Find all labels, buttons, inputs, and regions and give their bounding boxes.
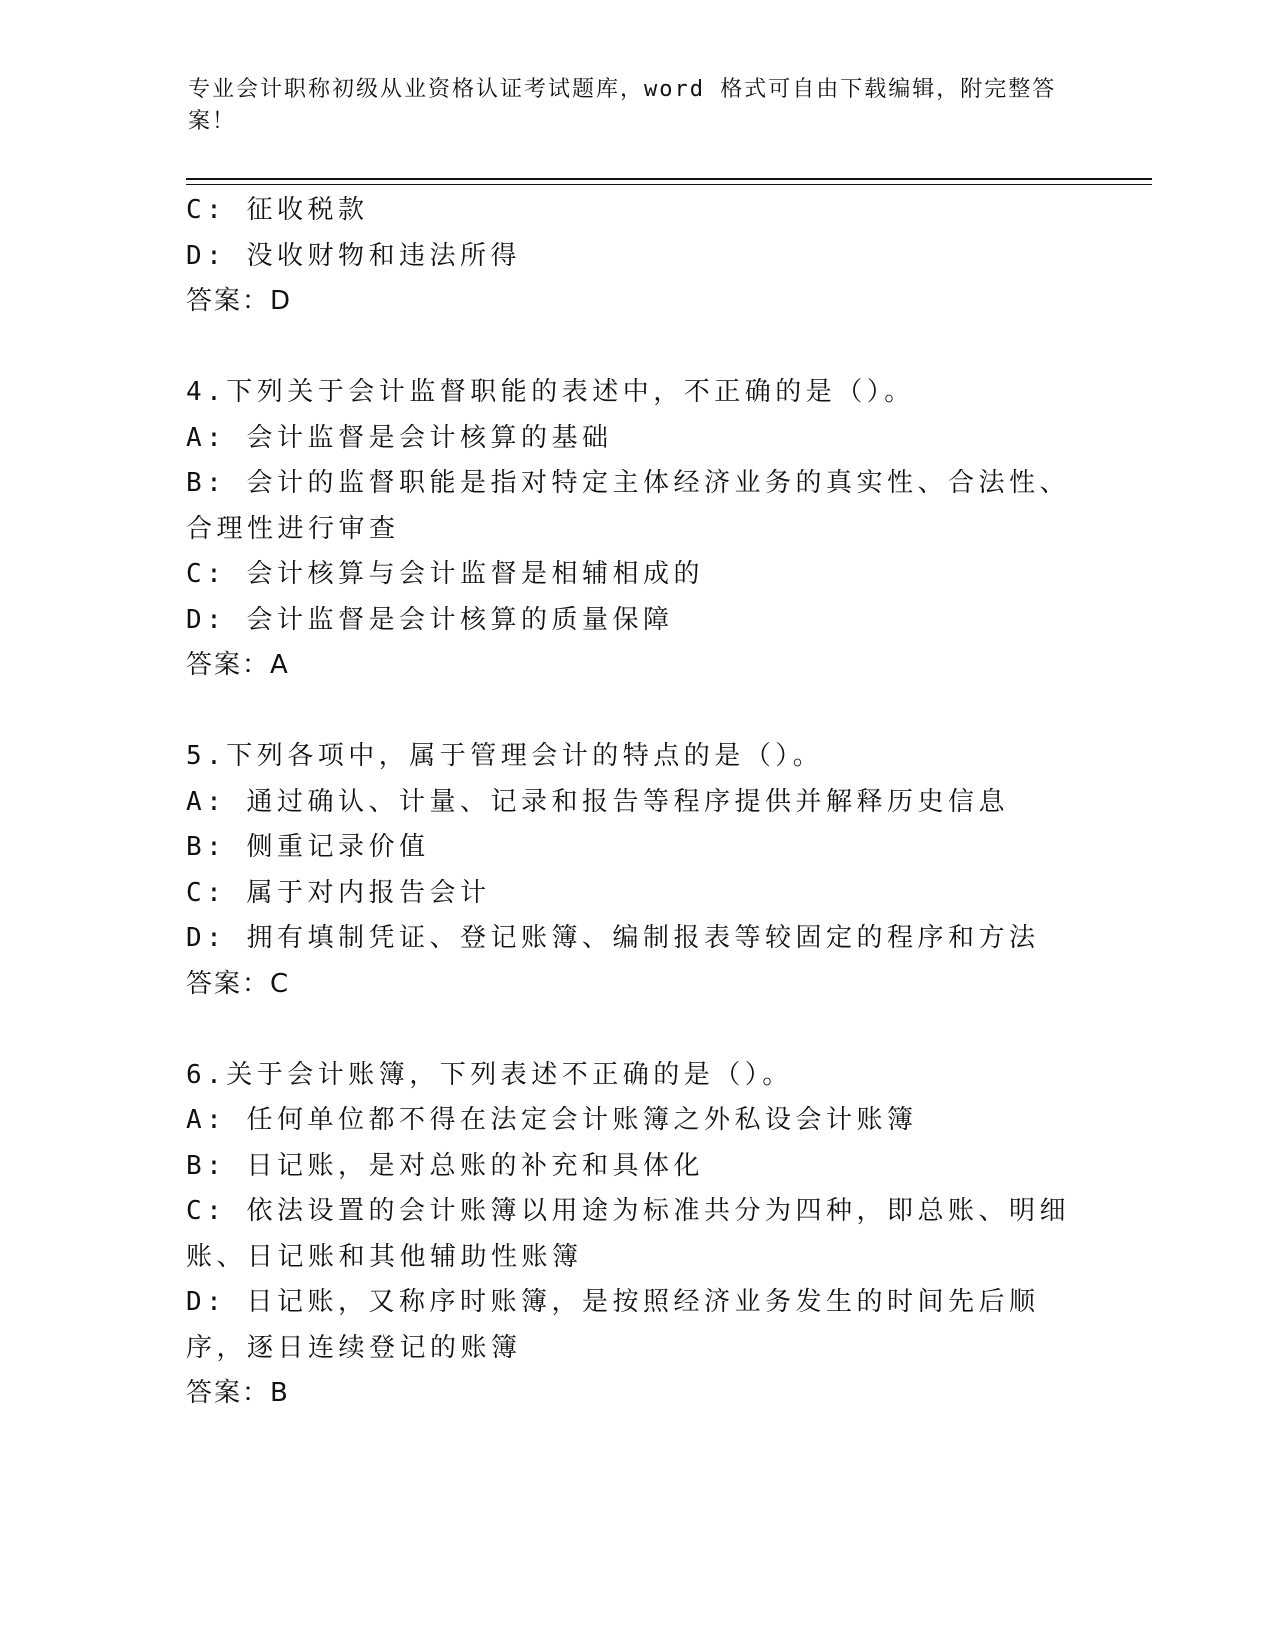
header-rule-thick xyxy=(186,178,1152,180)
option-a: A: 会计监督是会计核算的基础 xyxy=(186,422,613,453)
spacer xyxy=(186,1007,1086,1053)
option-b: B: 侧重记录价值 xyxy=(186,832,430,862)
question-stem: 5.下列各项中，属于管理会计的特点的是（）。 xyxy=(186,741,824,771)
spacer xyxy=(186,325,1086,371)
question-6 xyxy=(186,1053,1086,1417)
spacer xyxy=(186,689,1086,735)
option-a: A: 通过确认、计量、记录和报告等程序提供并解释历史信息 xyxy=(186,786,1009,817)
option-b: B: 日记账，是对总账的补充和具体化 xyxy=(186,1150,704,1181)
option-d: D: 会计监督是会计核算的质量保障 xyxy=(186,604,674,635)
option-d: D: 日记账，又称序时账簿，是按照经济业务发生的时间先后顺序，逐日连续登记的账簿 xyxy=(186,1287,1040,1363)
answer-line: 答案：A xyxy=(186,650,290,680)
question-fragment xyxy=(186,188,1086,325)
option-d: D: 没收财物和违法所得 xyxy=(186,240,521,271)
option-b: B: 会计的监督职能是指对特定主体经济业务的真实性、合法性、合理性进行审查 xyxy=(186,468,1070,544)
question-stem: 6.关于会计账簿，下列表述不正确的是（）。 xyxy=(186,1059,793,1090)
option-a: A: 任何单位都不得在法定会计账簿之外私设会计账簿 xyxy=(186,1105,918,1135)
question-content xyxy=(186,188,1086,1417)
answer-line: 答案：C xyxy=(186,968,291,999)
answer-line: 答案：D xyxy=(186,286,293,316)
option-c: C: 属于对内报告会计 xyxy=(186,877,491,908)
question-4 xyxy=(186,370,1086,689)
option-c: C: 依法设置的会计账簿以用途为标准共分为四种，即总账、明细账、日记账和其他辅助性账簿 xyxy=(186,1196,1070,1272)
question-5 xyxy=(186,734,1086,1007)
option-c: C: 会计核算与会计监督是相辅相成的 xyxy=(186,559,704,589)
header-rule-thin xyxy=(186,184,1152,185)
page-header: 专业会计职称初级从业资格认证考试题库，word 格式可自由下载编辑，附完整答案！ xyxy=(188,77,1057,134)
option-d: D: 拥有填制凭证、登记账簿、编制报表等较固定的程序和方法 xyxy=(186,923,1040,953)
question-stem: 4.下列关于会计监督职能的表述中，不正确的是（）。 xyxy=(186,377,915,407)
answer-line: 答案：B xyxy=(186,1378,290,1408)
option-c: C: 征收税款 xyxy=(186,195,369,225)
